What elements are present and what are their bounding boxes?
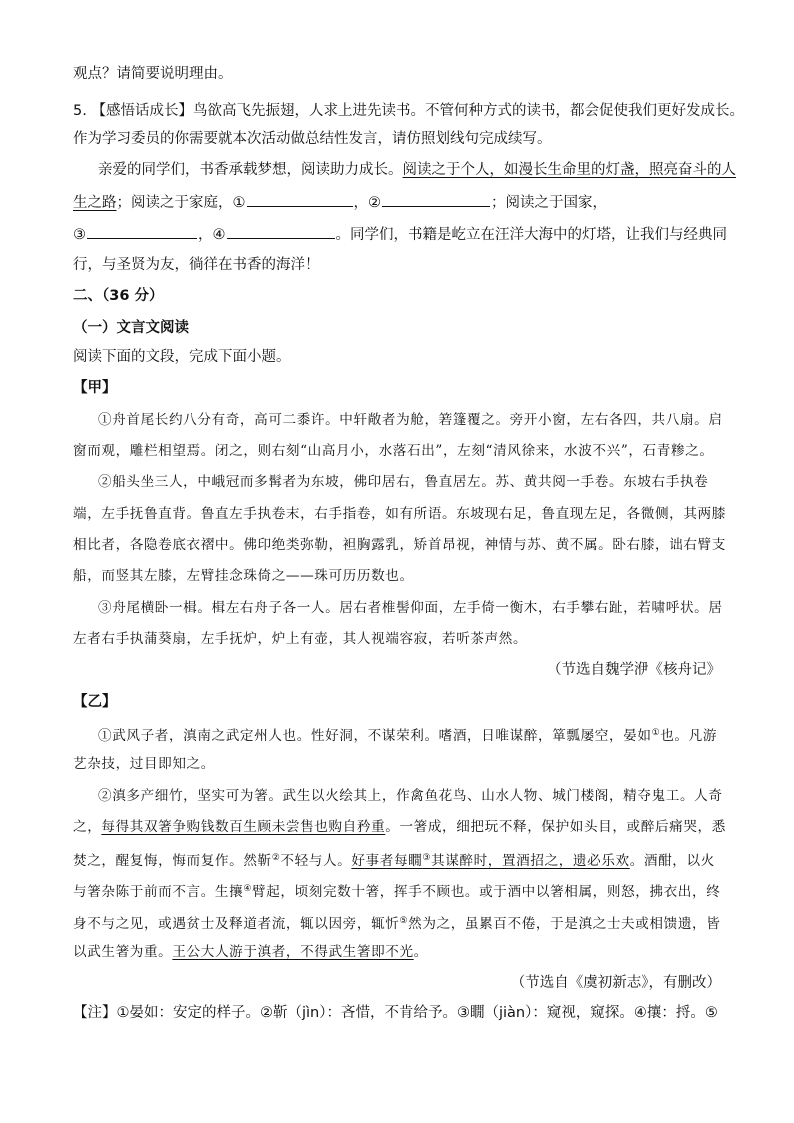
jia-source: （节选自魏学洢《核舟记》 xyxy=(547,662,721,678)
underlined-sentence: 王公大人游于滇者，不得武生箸即不光 xyxy=(172,944,414,960)
footnote-ref-5: ⑤ xyxy=(399,916,409,926)
yi-line-3: ②滇多产细竹，坚实可为箸。武生以火绘其上，作禽鱼花鸟、山水人物、城门楼阁，精夺鬼工。人奇 xyxy=(98,788,723,804)
answer-paragraph-line-1: 亲爱的同学们，书香承载梦想，阅读助力成长。阅读之于个人，如漫长生命里的灯盏，照亮奋斗的人 xyxy=(98,162,736,178)
yi-line-8: 以武生箸为重。王公大人游于滇者，不得武生箸即不光。 xyxy=(73,944,428,960)
question-5-instruction: 作为学习委员的你需要就本次活动做总结性发言，请仿照划线句完成续写。 xyxy=(73,131,552,147)
passage-yi-label: 【乙】 xyxy=(73,694,117,710)
answer-paragraph-line-2: 生之路；阅读之于家庭，① ，② ；阅读之于国家， xyxy=(73,192,723,213)
section-instruction: 阅读下面的文段，完成下面小题。 xyxy=(73,349,291,365)
footnote-ref-2: ② xyxy=(271,853,281,863)
answer-paragraph-line-3: ③ ，④ 。同学们，书籍是屹立在汪洋大海中的灯塔，让我们与经典同 xyxy=(73,224,723,245)
question-text: 观点？请简要说明理由。 xyxy=(73,66,233,82)
yi-source: （节选自《虞初新志》，有删改） xyxy=(510,975,721,991)
yi-line-2: 艺杂技，过目即知之。 xyxy=(73,756,215,772)
footnote-ref-1: ① xyxy=(651,728,661,738)
section-title: 二、（36 分） xyxy=(73,288,164,304)
underlined-model-sentence: 阅读之于个人，如漫长生命里的灯盏，照亮奋斗的人 xyxy=(402,162,736,178)
jia-line-4: 端，左手抚鲁直背。鲁直左手执卷末，右手指卷，如有所语。东坡现右足，鲁直现左足，各微侧，其两膝 xyxy=(73,506,726,522)
yi-line-7: 身不与之见，或遇贫士及释道者流，辄以因旁，辄忻⑤然为之，虽累百不倦，于是滇之士夫或相馈遗，皆 xyxy=(73,916,721,932)
subsection-title: （一）文言文阅读 xyxy=(73,320,189,336)
underlined-model-sentence-end: 生之路 xyxy=(73,195,117,211)
underlined-sentence: 好事者每瞯③其谋醉时，置酒招之，遗必乐欢 xyxy=(351,853,630,869)
jia-line-2: 窗而观，雕栏相望焉。闭之，则右刻“山高月小，水落石出”，左刻“清风徐来，水波不兴”，石青糁之。 xyxy=(73,443,714,459)
yi-line-6: 与箸杂陈于前而不言。生攘④臂起，顷刻完数十箸，挥手不顾也。或于酒中以箸相属，则怒，拂衣出，终 xyxy=(73,884,721,900)
footnote-ref-4: ④ xyxy=(243,884,252,894)
yi-line-4: 之，每得其双箸争购钱数百生顾未尝售也购自矜重。一箸成，细把玩不释，保护如头目，或醉后痛哭，悉 xyxy=(73,819,726,835)
fill-blank-1[interactable] xyxy=(247,192,353,207)
jia-line-1: ①舟首尾长约八分有奇，高可二黍许。中轩敞者为舱，箬篷覆之。旁开小窗，左右各四，共八扇。启 xyxy=(98,412,723,428)
jia-line-8: 左者右手执蒲葵扇，左手抚炉，炉上有壶，其人视端容寂，若听茶声然。 xyxy=(73,631,528,647)
passage-jia-label: 【甲】 xyxy=(73,380,117,396)
fill-blank-3[interactable] xyxy=(87,224,197,239)
question-5-text: 5. 【感悟话成长】鸟欲高飞先振翅，人求上进先读书。不管何种方式的读书，都会促使我们更好发成长。 xyxy=(73,103,744,119)
jia-line-7: ③舟尾横卧一楫。楫左右舟子各一人。居右者椎髻仰面，左手倚一衡木，右手攀右趾，若啸呼状。居 xyxy=(98,600,723,616)
fill-blank-4[interactable] xyxy=(227,224,335,239)
answer-paragraph-line-4: 行，与圣贤为友，徜徉在书香的海洋！ xyxy=(73,257,320,273)
fill-blank-2[interactable] xyxy=(382,192,490,207)
footnotes: 【注】①晏如：安定的样子。②靳（jìn）：吝惜，不肯给予。③瞯（jiàn）：窥视，窥探。④攘：捋。⑤ xyxy=(73,1005,718,1021)
jia-line-6: 船，而竖其左膝，左臂挂念珠倚之——珠可历历数也。 xyxy=(73,568,414,584)
jia-line-5: 相比者，各隐卷底衣褶中。佛印绝类弥勒，袒胸露乳，矫首昂视，神情与苏、黄不属。卧右膝，诎右臂支 xyxy=(73,537,726,553)
yi-line-5: 焚之，醒复悔，悔而复作。然靳②不轻与人。好事者每瞯③其谋醉时，置酒招之，遗必乐欢。酒酣，以火 xyxy=(73,853,715,869)
underlined-sentence: 每得其双箸争购钱数百生顾未尝售也购自矜重 xyxy=(101,819,386,835)
jia-line-3: ②船头坐三人，中峨冠而多髯者为东坡，佛印居右，鲁直居左。苏、黄共阅一手卷。东坡右手执卷 xyxy=(98,474,709,490)
footnote-ref-3: ③ xyxy=(422,853,431,863)
yi-line-1: ①武风子者，滇南之武定州人也。性好洞，不谋荣利。嗜酒，日唯谋醉，箪瓢屡空，晏如①也。凡游 xyxy=(98,728,718,744)
